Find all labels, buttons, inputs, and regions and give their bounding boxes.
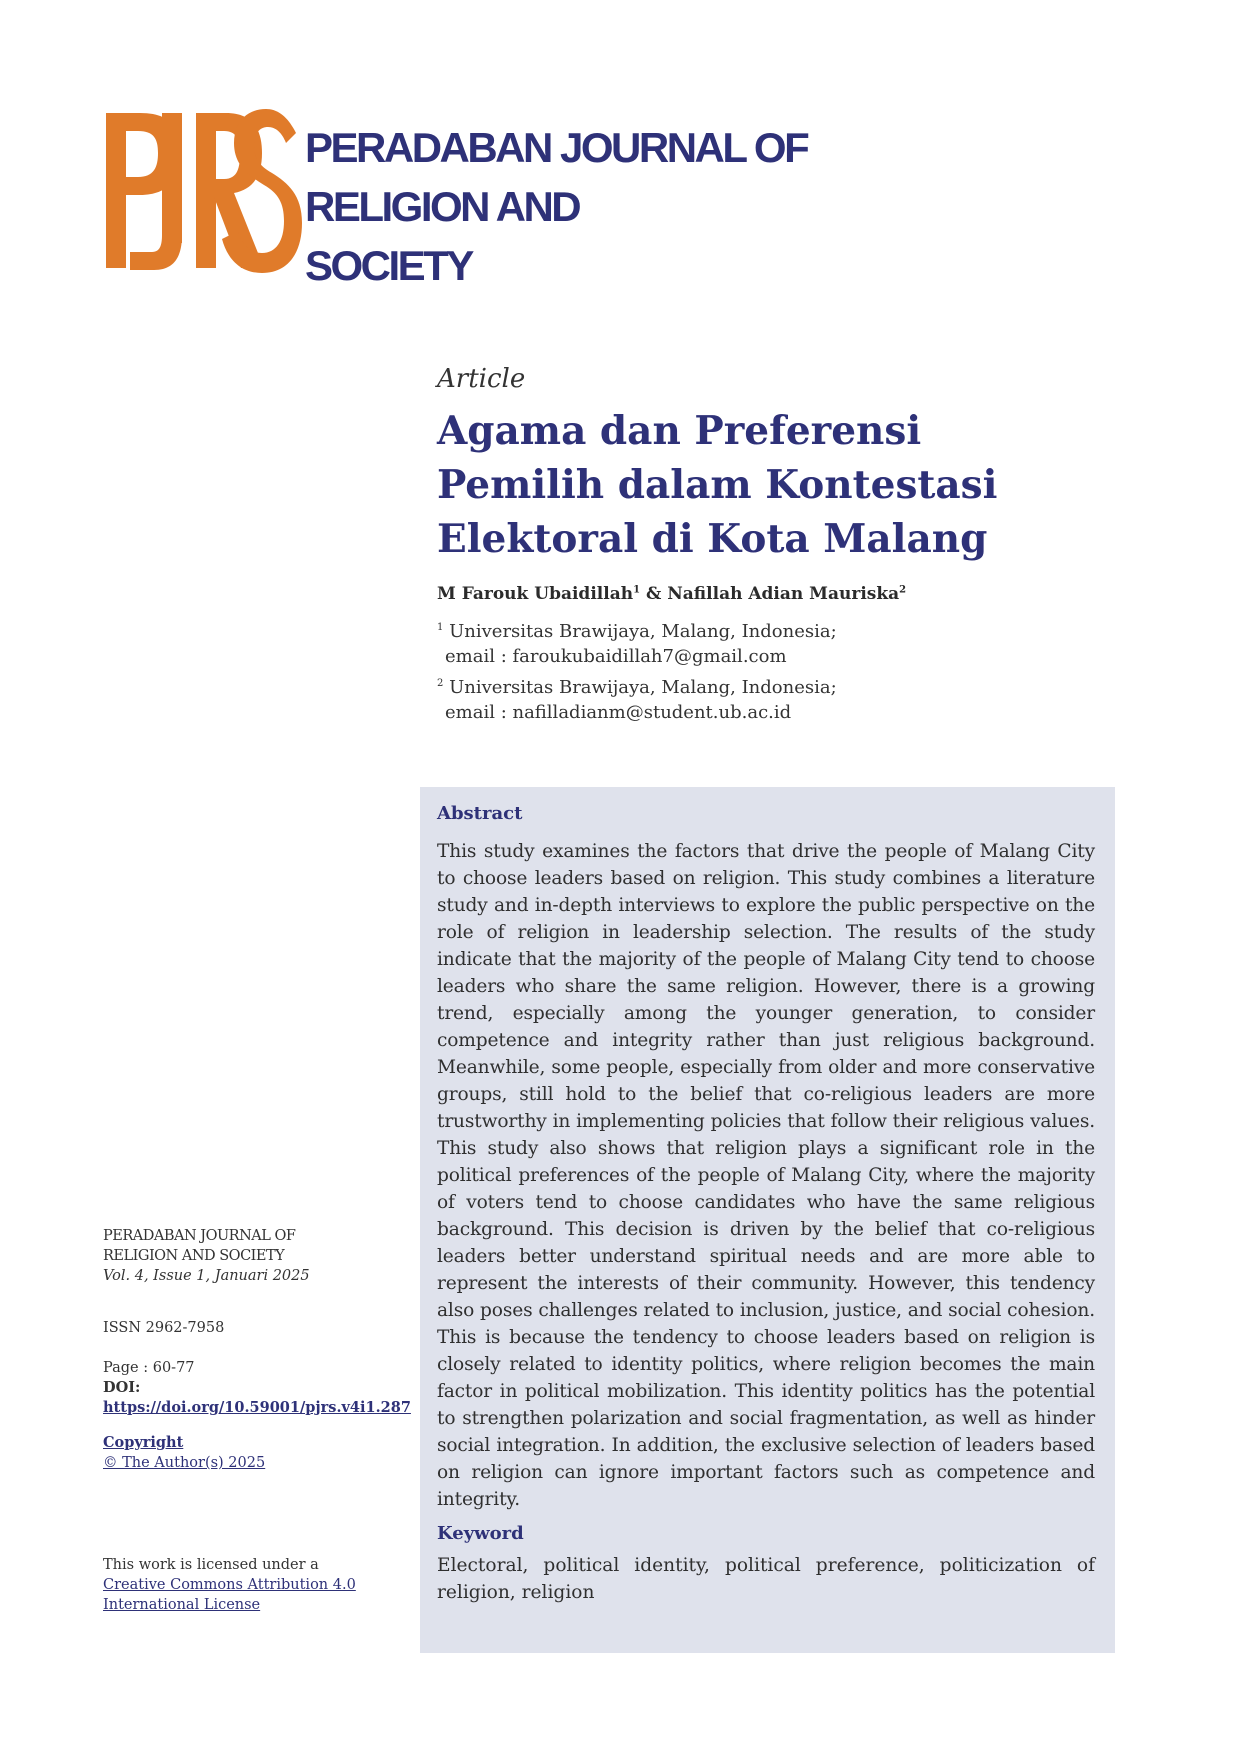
copyright-author-link[interactable]: © The Author(s) 2025 xyxy=(103,1455,266,1471)
sidebar-journal-info xyxy=(103,1226,310,1286)
author-affiliation-marker: 2 xyxy=(899,584,907,596)
affiliation-email: email : nafilladianm@student.ub.ac.id xyxy=(445,702,792,723)
affiliation-1 xyxy=(437,615,837,669)
keyword-list: Electoral, political identity, political preference, politicization of religion, religion xyxy=(437,1555,1095,1603)
sidebar-pages: Page : 60-77 xyxy=(103,1360,195,1376)
abstract-heading: Abstract xyxy=(437,803,523,824)
keyword-heading: Keyword xyxy=(437,1523,524,1544)
doi-link[interactable]: https://doi.org/10.59001/pjrs.v4i1.287 xyxy=(103,1399,411,1416)
author-affiliation-marker: 1 xyxy=(633,584,641,596)
author-separator: & xyxy=(640,584,668,604)
abstract-text: This study examines the factors that drive the people of Malang City to choose leaders based on religion. This study combines a literature study and in-depth interviews to explore the public perspective on the role of religion in leadership selection. The results of the study indicate that the majority of the people of Malang City tend to choose leaders who share the same religion. However, there is a growing trend, especially among the younger generation, to consider competence and integrity rather than just religious background. Meanwhile, some people, especially from older and more conservative groups, still hold to the belief that co-religious leaders are more trustworthy in implementing policies that follow their religious values. This study also shows that religion plays a significant role in the political preferences of the people of Malang City, where the majority of voters tend to choose candidates who have the same religious background. This decision is driven by the belief that co-religious leaders better understand spiritual needs and are more able to represent the interests of their community. However, this tendency also poses challenges related to inclusion, justice, and social cohesion. This is because the tendency to choose leaders based on religion is closely related to identity politics, where religion becomes the main factor in political mobilization. This identity politics has the potential to strengthen polarization and social fragmentation, as well as hinder social integration. In addition, the exclusive selection of leaders based on religion can ignore important factors such as competence and integrity. xyxy=(437,841,1095,1510)
journal-name-line: RELIGION AND xyxy=(305,183,580,230)
affiliation-email: email : faroukubaidillah7@gmail.com xyxy=(445,646,787,667)
author-name: Nafillah Adian Mauriska xyxy=(667,584,900,604)
sidebar-issn: ISSN 2962-7958 xyxy=(103,1320,225,1336)
sidebar-pages-doi xyxy=(103,1358,411,1418)
copyright-link[interactable]: Copyright xyxy=(103,1434,184,1451)
affiliation-marker: 2 xyxy=(437,678,444,689)
journal-logo xyxy=(104,105,304,277)
affiliation-2 xyxy=(437,671,837,725)
affiliation-marker: 1 xyxy=(437,622,444,633)
author-name: M Farouk Ubaidillah xyxy=(437,584,634,604)
sidebar-journal-name: RELIGION AND SOCIETY xyxy=(103,1248,285,1264)
abstract-box xyxy=(420,787,1115,1653)
journal-name xyxy=(305,118,807,295)
author-list xyxy=(437,584,906,604)
affiliation-institution: Universitas Brawijaya, Malang, Indonesia; xyxy=(449,621,837,642)
sidebar-license xyxy=(103,1555,356,1615)
journal-name-line: PERADABAN JOURNAL OF xyxy=(305,124,808,171)
article-type-label: Article xyxy=(437,364,526,394)
title-line: Elektoral di Kota Malang xyxy=(437,516,988,562)
license-link[interactable]: International License xyxy=(103,1597,261,1613)
journal-name-line: SOCIETY xyxy=(305,242,472,289)
sidebar-copyright xyxy=(103,1433,265,1473)
title-line: Agama dan Preferensi xyxy=(437,408,922,454)
sidebar-journal-name: PERADABAN JOURNAL OF xyxy=(103,1228,296,1244)
logo-text: PJRS xyxy=(104,105,107,106)
sidebar-doi-label: DOI: xyxy=(103,1379,141,1396)
license-link[interactable]: Creative Commons Attribution 4.0 xyxy=(103,1577,356,1593)
affiliation-institution: Universitas Brawijaya, Malang, Indonesia; xyxy=(449,677,837,698)
article-title xyxy=(437,404,1137,566)
sidebar-volume: Vol. 4, Issue 1, Januari 2025 xyxy=(103,1268,310,1284)
license-intro: This work is licensed under a xyxy=(103,1557,319,1573)
title-line: Pemilih dalam Kontestasi xyxy=(437,462,998,508)
